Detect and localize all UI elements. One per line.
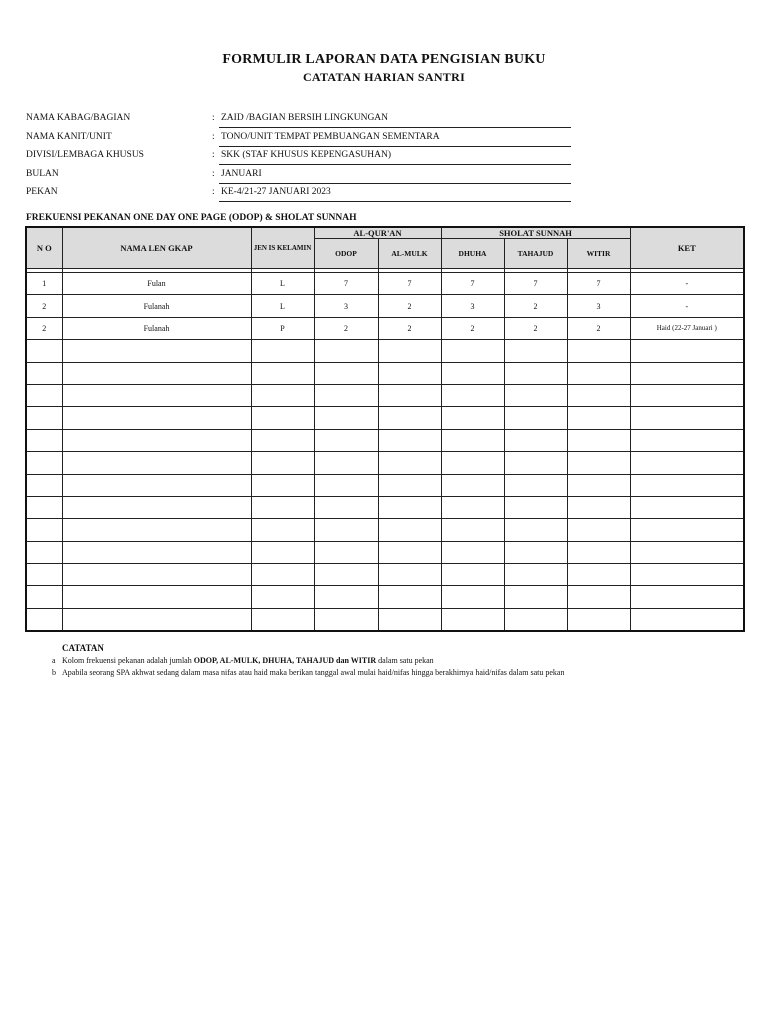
info-colon: :: [212, 150, 215, 160]
note-letter: b: [52, 668, 56, 677]
info-row-bulan: [26, 166, 571, 185]
cell-no[interactable]: [26, 474, 62, 496]
cell-tahajud[interactable]: [504, 429, 567, 451]
info-row-pekan: [26, 184, 571, 203]
cell-no[interactable]: 2: [26, 295, 62, 317]
cell-al-mulk[interactable]: [378, 452, 441, 474]
cell-dhuha[interactable]: [441, 362, 504, 384]
cell-jk[interactable]: [251, 564, 314, 586]
table-row-empty: [26, 407, 744, 429]
cell-no[interactable]: [26, 564, 62, 586]
note-text-bold: ODOP, AL-MULK, DHUHA, TAHAJUD dan WITIR: [193, 656, 377, 665]
cell-dhuha[interactable]: [441, 541, 504, 563]
cell-witir[interactable]: 3: [567, 295, 630, 317]
table-row-empty: [26, 586, 744, 608]
cell-odop[interactable]: [314, 452, 378, 474]
cell-nama[interactable]: Fulanah: [62, 317, 251, 339]
cell-tahajud[interactable]: [504, 586, 567, 608]
cell-ket[interactable]: [630, 429, 744, 451]
cell-witir[interactable]: [567, 474, 630, 496]
cell-dhuha[interactable]: 3: [441, 295, 504, 317]
cell-no[interactable]: 1: [26, 273, 62, 295]
table-row-empty: [26, 340, 744, 362]
cell-no[interactable]: [26, 429, 62, 451]
cell-odop[interactable]: [314, 429, 378, 451]
info-value-kanit[interactable]: TONO/UNIT TEMPAT PEMBUANGAN SEMENTARA: [219, 132, 571, 147]
notes-title: CATATAN: [62, 643, 104, 653]
note-text: Kolom frekuensi pekanan adalah jumlah: [62, 656, 194, 665]
cell-no[interactable]: [26, 362, 62, 384]
cell-odop[interactable]: 2: [314, 317, 378, 339]
info-value-bulan[interactable]: JANUARI: [219, 169, 571, 184]
cell-jk[interactable]: [251, 429, 314, 451]
cell-dhuha[interactable]: [441, 519, 504, 541]
cell-jk[interactable]: [251, 407, 314, 429]
cell-ket[interactable]: [630, 452, 744, 474]
cell-odop[interactable]: [314, 362, 378, 384]
cell-nama[interactable]: [62, 384, 251, 406]
info-colon: :: [212, 168, 215, 179]
cell-odop[interactable]: [314, 340, 378, 362]
cell-dhuha[interactable]: 2: [441, 317, 504, 339]
cell-dhuha[interactable]: 7: [441, 273, 504, 295]
cell-al-mulk[interactable]: [378, 586, 441, 608]
cell-nama[interactable]: [62, 407, 251, 429]
cell-dhuha[interactable]: [441, 564, 504, 586]
table-row-empty: [26, 496, 744, 518]
cell-al-mulk[interactable]: 2: [378, 317, 441, 339]
col-header-tahajud: TAHAJUD: [504, 239, 567, 269]
cell-al-mulk[interactable]: [378, 608, 441, 631]
cell-nama[interactable]: [62, 564, 251, 586]
info-label: PEKAN: [26, 187, 58, 197]
cell-ket[interactable]: [630, 384, 744, 406]
cell-ket[interactable]: [630, 362, 744, 384]
cell-jk[interactable]: [251, 474, 314, 496]
table-row-empty: [26, 519, 744, 541]
cell-dhuha[interactable]: [441, 429, 504, 451]
cell-dhuha[interactable]: [441, 407, 504, 429]
cell-odop[interactable]: 3: [314, 295, 378, 317]
table-row-empty: [26, 452, 744, 474]
cell-nama[interactable]: Fulan: [62, 273, 251, 295]
cell-tahajud[interactable]: [504, 519, 567, 541]
cell-al-mulk[interactable]: [378, 541, 441, 563]
cell-dhuha[interactable]: [441, 340, 504, 362]
note-text: dalam satu pekan: [376, 656, 434, 665]
cell-al-mulk[interactable]: [378, 564, 441, 586]
table-row: [26, 295, 744, 317]
cell-witir[interactable]: [567, 541, 630, 563]
cell-nama[interactable]: [62, 362, 251, 384]
cell-witir[interactable]: 7: [567, 273, 630, 295]
cell-ket[interactable]: [630, 564, 744, 586]
section-title: FREKUENSI PEKANAN ONE DAY ONE PAGE (ODOP) & SHOLAT SUNNAH: [26, 213, 357, 223]
cell-tahajud[interactable]: [504, 362, 567, 384]
col-header-dhuha: DHUHA: [441, 239, 504, 269]
cell-odop[interactable]: [314, 608, 378, 631]
cell-jk[interactable]: [251, 340, 314, 362]
info-label: NAMA KABAG/BAGIAN: [26, 113, 131, 123]
cell-tahajud[interactable]: 7: [504, 273, 567, 295]
cell-nama[interactable]: Fulanah: [62, 295, 251, 317]
cell-jk[interactable]: [251, 496, 314, 518]
frequency-table: [25, 226, 745, 632]
cell-no[interactable]: [26, 340, 62, 362]
cell-nama[interactable]: [62, 429, 251, 451]
info-value-divisi[interactable]: SKK (STAF KHUSUS KEPENGASUHAN): [219, 150, 571, 165]
cell-witir[interactable]: [567, 452, 630, 474]
cell-tahajud[interactable]: 2: [504, 295, 567, 317]
form-subtitle: CATATAN HARIAN SANTRI: [302, 70, 466, 84]
col-header-witir: WITIR: [567, 239, 630, 269]
cell-ket[interactable]: -: [630, 295, 744, 317]
col-header-no: N O: [26, 227, 62, 269]
cell-jk[interactable]: [251, 384, 314, 406]
cell-nama[interactable]: [62, 519, 251, 541]
cell-nama[interactable]: [62, 452, 251, 474]
cell-tahajud[interactable]: [504, 541, 567, 563]
cell-ket[interactable]: [630, 496, 744, 518]
table-row: [26, 317, 744, 339]
cell-tahajud[interactable]: [504, 407, 567, 429]
table-row-empty: [26, 564, 744, 586]
info-row-divisi: [26, 147, 571, 166]
cell-no[interactable]: [26, 586, 62, 608]
cell-al-mulk[interactable]: 7: [378, 273, 441, 295]
cell-jk[interactable]: P: [251, 317, 314, 339]
table-row: [26, 273, 744, 295]
cell-witir[interactable]: [567, 384, 630, 406]
cell-odop[interactable]: [314, 384, 378, 406]
cell-al-mulk[interactable]: [378, 340, 441, 362]
cell-ket[interactable]: [630, 541, 744, 563]
note-text: Apabila seorang SPA akhwat sedang dalam masa nifas atau haid maka berikan tanggal awal mulai haid/nifas hingga berakhirnya haid/nifas dalam satu pekan: [62, 668, 565, 677]
cell-odop[interactable]: [314, 519, 378, 541]
cell-witir[interactable]: [567, 429, 630, 451]
cell-no[interactable]: [26, 496, 62, 518]
cell-ket[interactable]: [630, 519, 744, 541]
col-header-sholat-sunnah: SHOLAT SUNNAH: [441, 227, 630, 239]
cell-dhuha[interactable]: [441, 452, 504, 474]
cell-jk[interactable]: [251, 541, 314, 563]
cell-odop[interactable]: [314, 407, 378, 429]
cell-nama[interactable]: [62, 340, 251, 362]
info-value-kabag[interactable]: ZAID /BAGIAN BERSIH LINGKUNGAN: [219, 113, 571, 128]
cell-ket[interactable]: Haid (22-27 Januari ): [630, 317, 744, 339]
cell-tahajud[interactable]: [504, 340, 567, 362]
cell-witir[interactable]: [567, 586, 630, 608]
col-header-nama: NAMA LEN GKAP: [62, 227, 251, 269]
cell-al-mulk[interactable]: 2: [378, 295, 441, 317]
info-label: NAMA KANIT/UNIT: [26, 131, 112, 142]
cell-nama[interactable]: [62, 541, 251, 563]
table-row-empty: [26, 384, 744, 406]
info-label: DIVISI/LEMBAGA KHUSUS: [26, 150, 144, 160]
cell-witir[interactable]: [567, 340, 630, 362]
col-header-ket: KET: [630, 227, 744, 269]
col-header-al-mulk: AL-MULK: [378, 239, 441, 269]
cell-jk[interactable]: [251, 586, 314, 608]
note-item-a: [52, 656, 434, 665]
info-row-kabag: [26, 110, 571, 129]
cell-ket[interactable]: [630, 407, 744, 429]
cell-jk[interactable]: L: [251, 295, 314, 317]
table-row-empty: [26, 608, 744, 631]
cell-no[interactable]: [26, 452, 62, 474]
col-header-al-quran: AL-QUR'AN: [314, 227, 441, 239]
cell-jk[interactable]: [251, 452, 314, 474]
cell-witir[interactable]: [567, 564, 630, 586]
note-letter: a: [52, 656, 56, 665]
cell-ket[interactable]: [630, 474, 744, 496]
cell-no[interactable]: [26, 608, 62, 631]
info-value-pekan[interactable]: KE-4/21-27 JANUARI 2023: [219, 187, 571, 202]
cell-tahajud[interactable]: [504, 496, 567, 518]
cell-odop[interactable]: 7: [314, 273, 378, 295]
cell-witir[interactable]: [567, 407, 630, 429]
cell-witir[interactable]: [567, 496, 630, 518]
cell-dhuha[interactable]: [441, 474, 504, 496]
cell-tahajud[interactable]: [504, 452, 567, 474]
cell-al-mulk[interactable]: [378, 429, 441, 451]
cell-witir[interactable]: [567, 608, 630, 631]
info-row-kanit: [26, 129, 571, 148]
table-row-empty: [26, 541, 744, 563]
cell-no[interactable]: [26, 384, 62, 406]
cell-dhuha[interactable]: [441, 496, 504, 518]
cell-tahajud[interactable]: 2: [504, 317, 567, 339]
cell-ket[interactable]: [630, 340, 744, 362]
cell-al-mulk[interactable]: [378, 474, 441, 496]
cell-jk[interactable]: [251, 362, 314, 384]
cell-dhuha[interactable]: [441, 608, 504, 631]
info-label: BULAN: [26, 168, 59, 179]
cell-al-mulk[interactable]: [378, 496, 441, 518]
cell-witir[interactable]: [567, 362, 630, 384]
cell-odop[interactable]: [314, 474, 378, 496]
cell-dhuha[interactable]: [441, 586, 504, 608]
cell-odop[interactable]: [314, 564, 378, 586]
cell-no[interactable]: [26, 519, 62, 541]
cell-tahajud[interactable]: [504, 384, 567, 406]
col-header-jenis-kelamin: JEN IS KELAMIN: [251, 227, 314, 269]
cell-tahajud[interactable]: [504, 564, 567, 586]
cell-al-mulk[interactable]: [378, 384, 441, 406]
cell-al-mulk[interactable]: [378, 362, 441, 384]
cell-no[interactable]: [26, 541, 62, 563]
cell-no[interactable]: [26, 407, 62, 429]
form-title: FORMULIR LAPORAN DATA PENGISIAN BUKU: [222, 52, 546, 67]
cell-witir[interactable]: [567, 519, 630, 541]
cell-witir[interactable]: 2: [567, 317, 630, 339]
note-item-b: [52, 668, 564, 677]
info-colon: :: [212, 113, 215, 123]
cell-al-mulk[interactable]: [378, 519, 441, 541]
cell-ket[interactable]: [630, 586, 744, 608]
cell-jk[interactable]: L: [251, 273, 314, 295]
cell-odop[interactable]: [314, 586, 378, 608]
cell-jk[interactable]: [251, 519, 314, 541]
cell-jk[interactable]: [251, 608, 314, 631]
info-colon: :: [212, 131, 215, 142]
cell-no[interactable]: 2: [26, 317, 62, 339]
cell-tahajud[interactable]: [504, 608, 567, 631]
table-row-empty: [26, 429, 744, 451]
info-section: [26, 110, 571, 203]
info-colon: :: [212, 187, 215, 197]
cell-odop[interactable]: [314, 541, 378, 563]
cell-nama[interactable]: [62, 496, 251, 518]
cell-al-mulk[interactable]: [378, 407, 441, 429]
cell-nama[interactable]: [62, 474, 251, 496]
cell-odop[interactable]: [314, 496, 378, 518]
table-row-empty: [26, 362, 744, 384]
cell-nama[interactable]: [62, 586, 251, 608]
col-header-odop: ODOP: [314, 239, 378, 269]
table-row-empty: [26, 474, 744, 496]
cell-tahajud[interactable]: [504, 474, 567, 496]
cell-dhuha[interactable]: [441, 384, 504, 406]
cell-ket[interactable]: -: [630, 273, 744, 295]
cell-ket[interactable]: [630, 608, 744, 631]
cell-nama[interactable]: [62, 608, 251, 631]
